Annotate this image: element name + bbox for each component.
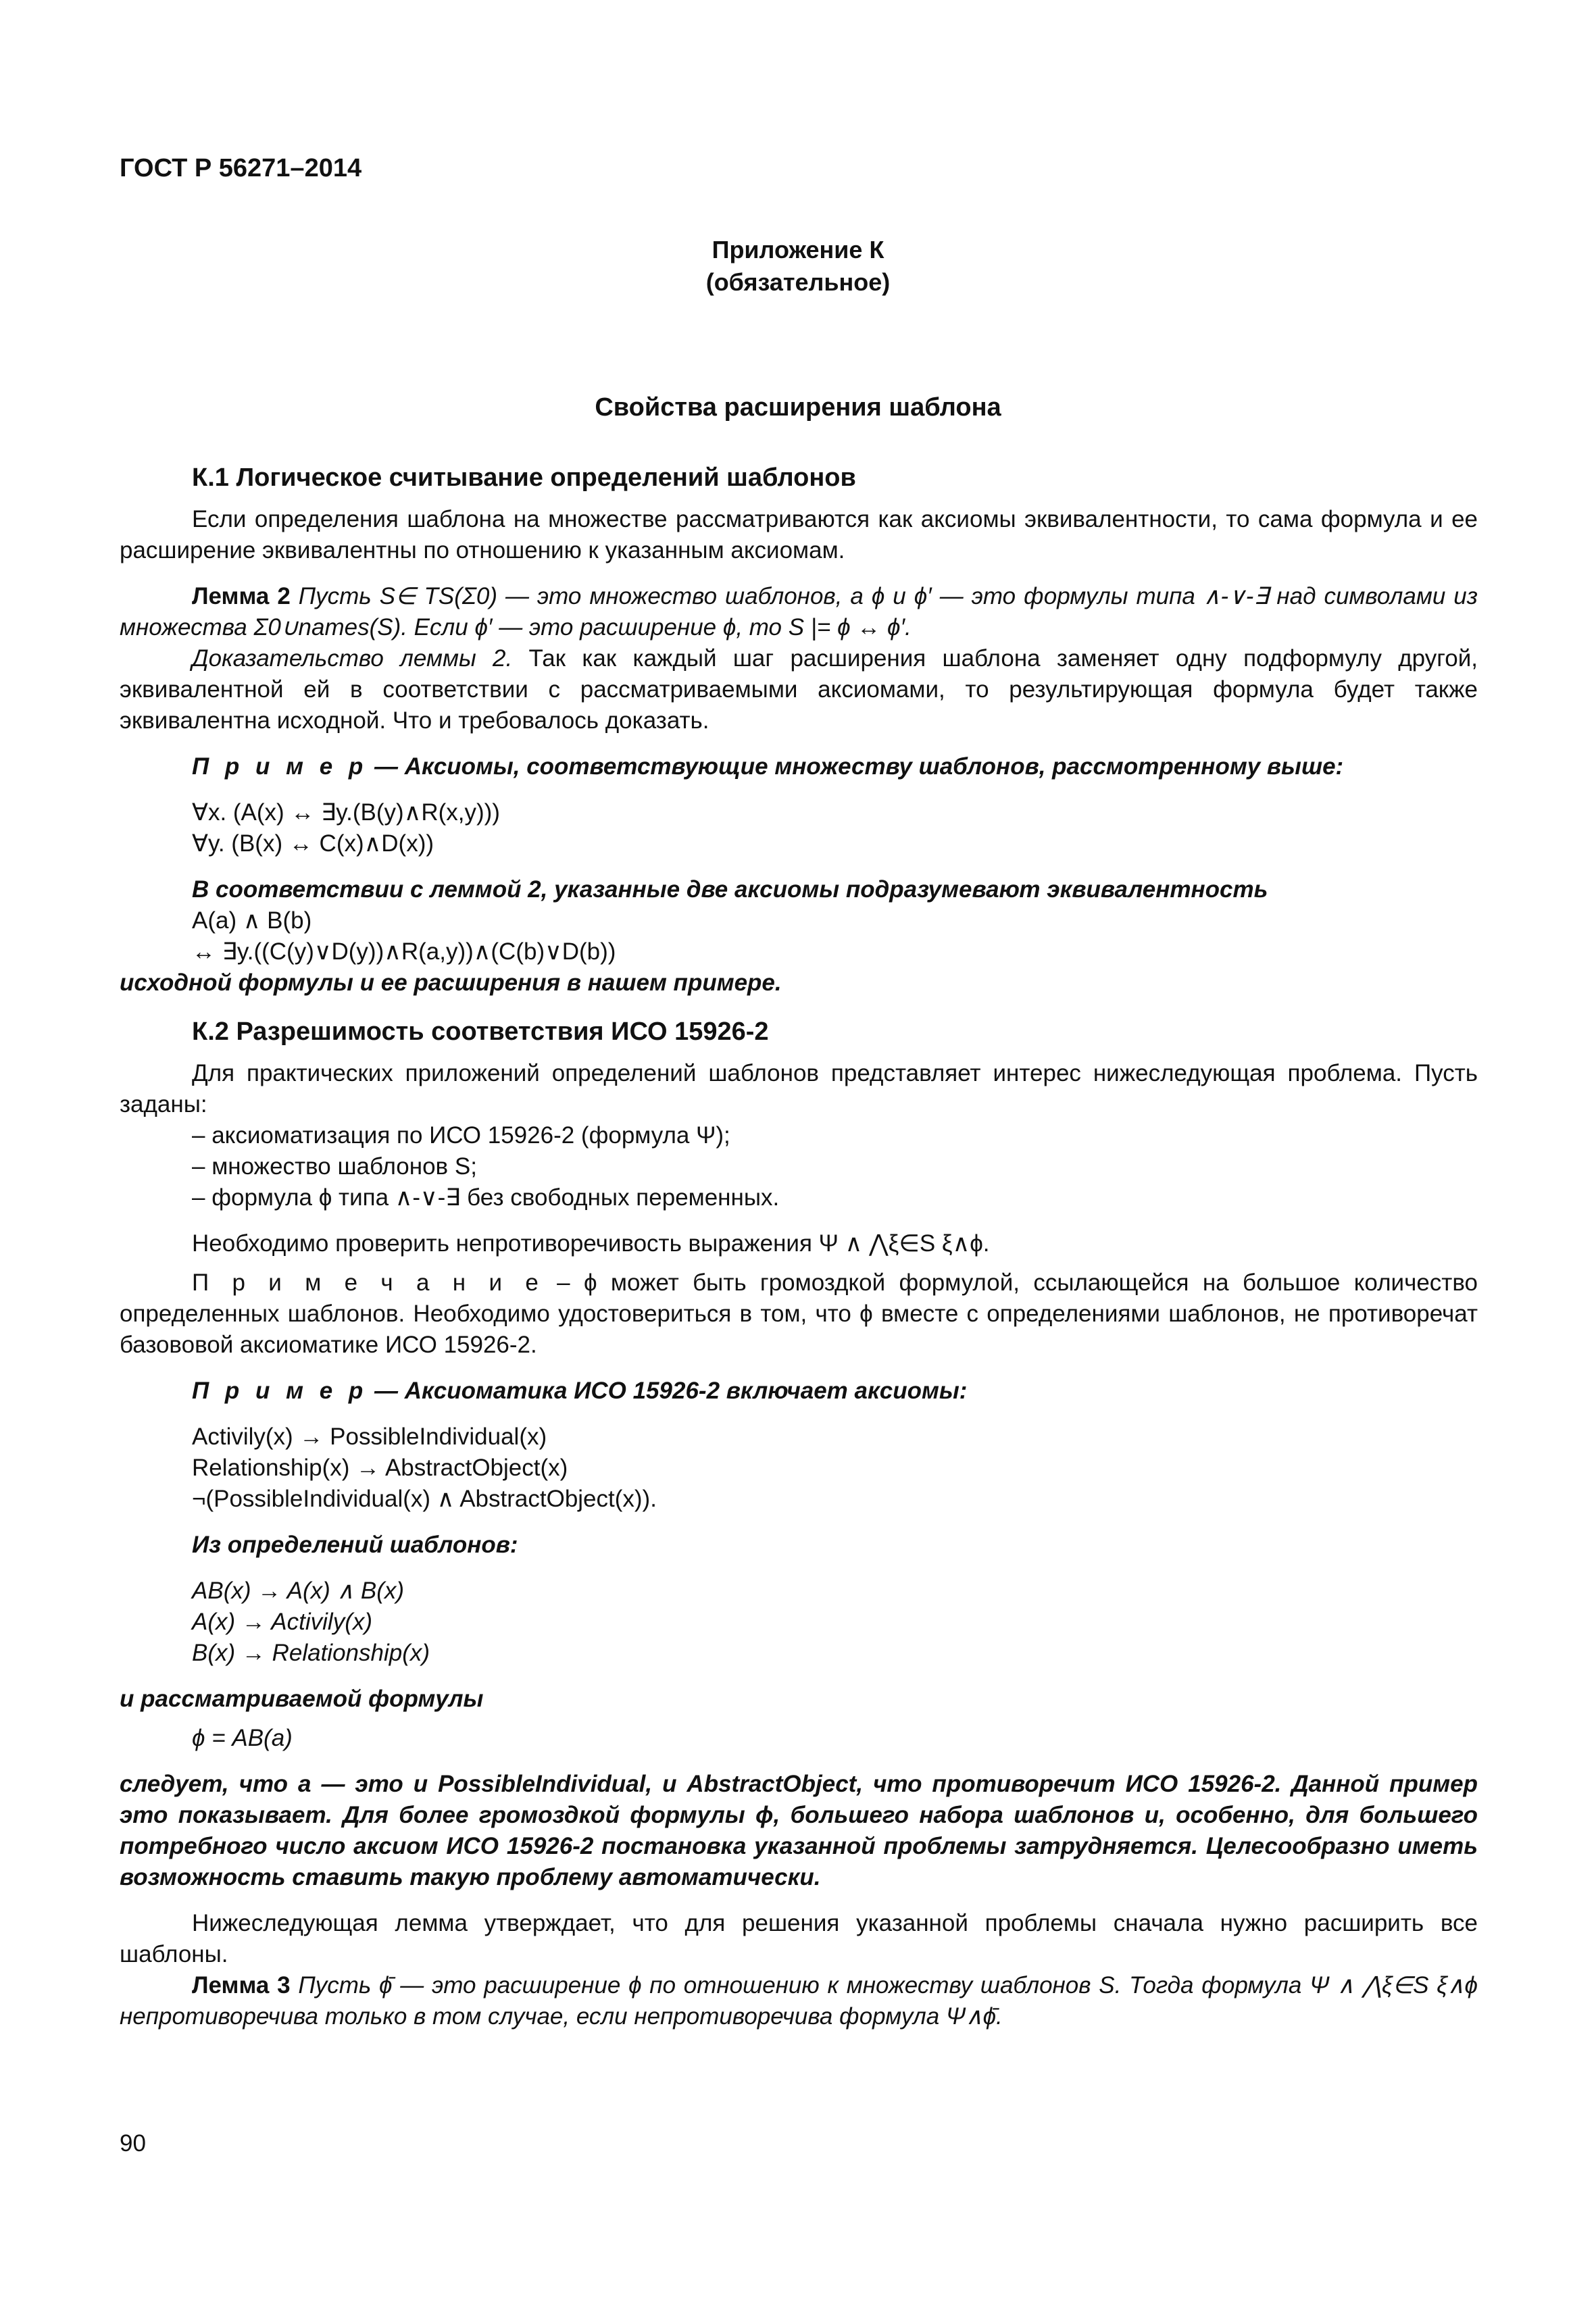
conclusion: следует, что a — это и PossibleIndividual, и AbstractObject, что противоречит ИСО 15926-2. Данной пример это показывает. Для более громоздкой формулы ϕ, большего набора шаблонов и, особенно, для большего потребного число аксиом ИСО 15926-2 постановка указанной проблемы затрудняется. Целесообразно иметь возможность ставить такую проблему автоматически. — [120, 1771, 1478, 1890]
formula: ϕ = AB(a) — [192, 1725, 293, 1751]
condition-item: – формула ϕ типа ∧-∨-∃ без свободных переменных. — [192, 1184, 780, 1211]
annex-status: (обязательное) — [705, 268, 891, 296]
example-1 — [120, 751, 1478, 782]
proof-lemma-2 — [120, 643, 1478, 736]
condition-item: – множество шаблонов S; — [192, 1153, 477, 1180]
lemma-2 — [120, 581, 1478, 643]
page-number: 90 — [120, 2130, 146, 2157]
lemma-2-text: Пусть S∈ TS(Σ0) — это множество шаблонов, а ϕ и ϕ′ — это формулы типа ∧-∨-∃ над символами из множества Σ0∪names(S). Если ϕ′ — это расширение ϕ, то S |= ϕ ↔ ϕ′. — [120, 583, 1478, 640]
annex-title-block — [0, 234, 1596, 299]
section-1-paragraph: Если определения шаблона на множестве рассматриваются как аксиомы эквивалентности, то сама формула и ее расширение эквивалентны по отношению к указанным аксиомам. — [120, 506, 1478, 563]
note-label: П р и м е ч а н и е — [192, 1269, 543, 1296]
template-definition: B(x) → Relationship(x) — [192, 1640, 430, 1666]
template-definition: AB(x) → A(x) ∧ B(x) — [192, 1578, 405, 1604]
lemma-3-label: Лемма 3 — [192, 1972, 291, 1998]
note — [120, 1267, 1478, 1361]
annex-title: Приложение К — [712, 236, 884, 263]
equivalence-line-1: A(a) ∧ B(b) — [192, 907, 312, 934]
lemma-consequence: В соответствии с леммой 2, указанные две аксиомы подразумевают эквивалентность — [192, 876, 1268, 903]
note-text: – ϕ может быть громоздкой формулой, ссылающейся на большое количество определенных шаблонов. Необходимо удостовериться в том, что ϕ вместе с определениями шаблонов, не противоречат базововой аксиоматике ИСО 15926-2. — [120, 1269, 1478, 1358]
condition-item: – аксиоматизация по ИСО 15926-2 (формула Ψ); — [192, 1122, 730, 1149]
lemma-2-label: Лемма 2 — [192, 583, 291, 609]
example-1-label: П р и м е р — [192, 753, 368, 780]
lemma-3-text: Пусть ϕ̄ — это расширение ϕ по отношению к множеству шаблонов S. Тогда формула Ψ ∧ ⋀ξ∈S ξ∧ϕ непротиворечива только в том случае, если непротиворечива формула Ψ∧ϕ̄. — [120, 1972, 1478, 2030]
example-1-text: — Аксиомы, соответствующие множеству шаблонов, рассмотренному выше: — [368, 753, 1344, 780]
lemma-3 — [120, 1970, 1478, 2032]
document-code: ГОСТ Р 56271–2014 — [120, 154, 362, 182]
proof-text: Так как каждый шаг расширения шаблона заменяет одну подформулу другой, эквивалентной ей в соответствии с рассматриваемыми аксиомами, то результирующая формула будет также эквивалентна исходной. Что и требовалось доказать. — [120, 645, 1478, 734]
equivalence-line-2: ↔ ∃y.((C(y)∨D(y))∧R(a,y))∧(C(b)∨D(b)) — [192, 938, 616, 965]
example-2-text: — Аксиоматика ИСО 15926-2 включает аксиомы: — [368, 1378, 968, 1404]
section-2-intro: Для практических приложений определений шаблонов представляет интерес нижеследующая проблема. Пусть заданы: — [120, 1060, 1478, 1117]
from-templates-label: Из определений шаблонов: — [192, 1532, 518, 1558]
iso-axiom: Activily(x) → PossibleIndividual(x) — [192, 1424, 547, 1450]
iso-axiom: ¬(PossibleIndividual(x) ∧ AbstractObject(x)). — [192, 1486, 657, 1512]
example-2 — [120, 1376, 1478, 1407]
consistency-check: Необходимо проверить непротиворечивость выражения Ψ ∧ ⋀ξ∈S ξ∧ϕ. — [192, 1230, 990, 1257]
example-2-label: П р и м е р — [192, 1378, 368, 1404]
axiom-1: ∀x. (A(x) ↔ ∃y.(B(y)∧R(x,y))) — [192, 799, 500, 826]
annex-name: Свойства расширения шаблона — [595, 393, 1001, 422]
iso-axiom: Relationship(x) → AbstractObject(x) — [192, 1455, 568, 1481]
template-definition: A(x) → Activily(x) — [192, 1609, 373, 1635]
axiom-2: ∀y. (B(x) ↔ C(x)∧D(x)) — [192, 830, 434, 857]
proof-label: Доказательство леммы 2. — [192, 645, 513, 672]
section-2-heading: К.2 Разрешимость соответствия ИСО 15926-2 — [192, 1017, 769, 1046]
document-body — [120, 459, 1478, 2032]
section-1-heading: К.1 Логическое считывание определений шаблонов — [192, 463, 856, 492]
equivalence-tail: исходной формулы и ее расширения в нашем примере. — [120, 970, 782, 996]
next-paragraph: Нижеследующая лемма утверждает, что для решения указанной проблемы сначала нужно расширить все шаблоны. — [120, 1910, 1478, 1967]
and-formula-label: и рассматриваемой формулы — [120, 1686, 484, 1712]
